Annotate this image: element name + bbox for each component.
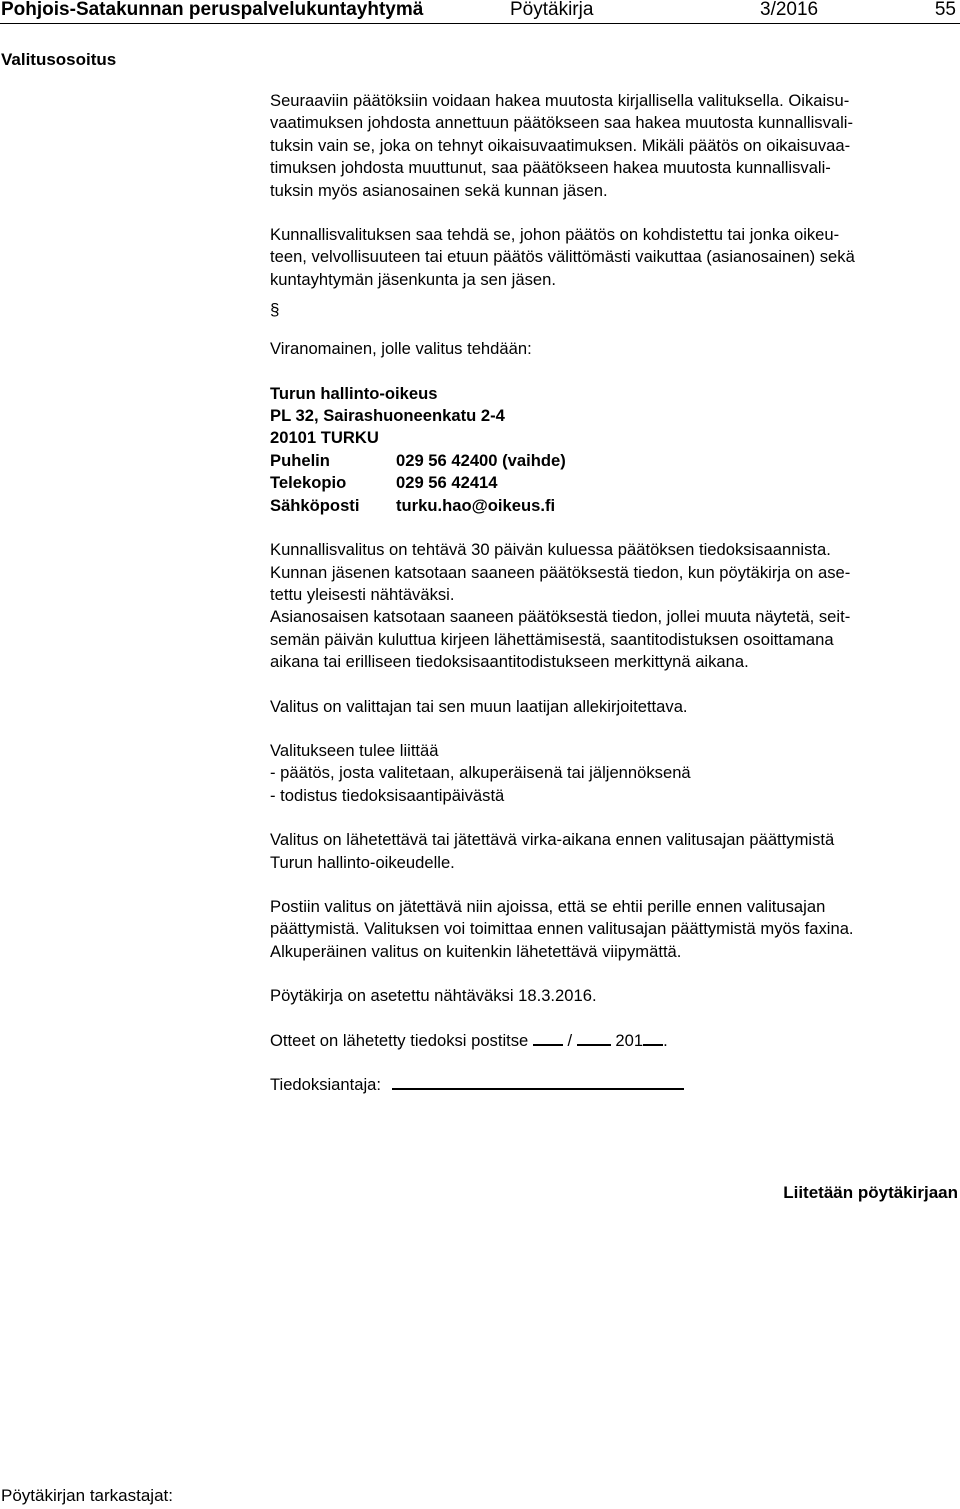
extracts-sent-line <box>270 1030 950 1052</box>
text-line: tuksin vain se, joka on tehnyt oikaisuvaatimuksen. Mikäli päätös on oikaisuvaa- <box>270 135 851 155</box>
signature-note: Valitus on valittajan tai sen muun laatijan allekirjoitettava. <box>270 696 688 716</box>
court-postal: 20101 TURKU <box>270 428 379 448</box>
footer-reviewers-label: Pöytäkirjan tarkastajat: <box>1 1486 173 1505</box>
phone-label: Puhelin <box>270 450 330 470</box>
paragraph-deadline <box>270 539 950 673</box>
meeting-number: 3/2016 <box>760 0 819 20</box>
section-sign: § <box>270 300 280 320</box>
notifier-line <box>270 1074 950 1096</box>
text-line: semän päivän kuluttua kirjeen lähettämisestä, saantitodistuksen osoittamana <box>270 629 834 649</box>
text-line: Turun hallinto-oikeudelle. <box>270 852 455 872</box>
text-line: teen, velvollisuuteen tai etuun päätös välittömästi vaikuttaa (asianosainen) sekä <box>270 247 855 267</box>
paragraph-delivery <box>270 829 950 874</box>
paragraph-appeal-right <box>270 90 950 202</box>
text-line: aikana tai erilliseen tiedoksisaantitodistukseen merkittynä aikana. <box>270 652 749 672</box>
posted-note: Pöytäkirja on asetettu nähtäväksi 18.3.2016. <box>270 986 597 1006</box>
text-line: päättymistä. Valituksen voi toimittaa ennen valitusajan päättymistä myös faxina. <box>270 919 854 939</box>
court-fax-row <box>270 472 950 494</box>
text-line: Asianosaisen katsotaan saaneen päätöksestä tiedon, jollei muuta näytetä, seit- <box>270 607 851 627</box>
paragraph-mail <box>270 896 950 963</box>
paragraph-who-may-appeal <box>270 224 950 291</box>
phone-value: 029 56 42400 (vaihde) <box>396 450 566 470</box>
text-line: tettu yleisesti nähtäväksi. <box>270 584 455 604</box>
month-blank[interactable] <box>577 1030 611 1046</box>
court-email-row <box>270 495 950 517</box>
notifier-signature-blank[interactable] <box>392 1074 684 1090</box>
fax-label: Telekopio <box>270 473 347 493</box>
notifier-label: Tiedoksiantaja: <box>270 1075 381 1094</box>
authority-intro: Viranomainen, jolle valitus tehdään: <box>270 339 532 359</box>
attachments-intro: Valitukseen tulee liittää <box>270 740 439 760</box>
page-number: 55 <box>934 0 956 20</box>
year-prefix: 201 <box>615 1030 644 1050</box>
text-line: tuksin myös asianosainen sekä kunnan jäsen. <box>270 180 608 200</box>
extracts-prefix: Otteet on lähetetty tiedoksi postitse <box>270 1030 529 1050</box>
organization-name: Pohjois-Satakunnan peruspalvelukuntayhtymä <box>1 0 424 20</box>
fax-value: 029 56 42414 <box>396 473 498 493</box>
text-line: Seuraaviin päätöksiin voidaan hakea muutosta kirjallisella valituksella. Oikaisu- <box>270 91 850 110</box>
text-line: Kunnallisvalituksen saa tehdä se, johon päätös on kohdistettu tai jonka oikeu- <box>270 225 840 245</box>
text-line: Valitus on lähetettävä tai jätettävä virka-aikana ennen valitusajan päättymistä <box>270 830 835 850</box>
date-slash: / <box>567 1030 573 1050</box>
court-name: Turun hallinto-oikeus <box>270 383 438 403</box>
header-divider <box>0 23 960 24</box>
document-type: Pöytäkirja <box>510 0 594 20</box>
text-line: Kunnan jäsenen katsotaan saaneen päätöksestä tiedon, kun pöytäkirja on ase- <box>270 562 851 582</box>
year-blank[interactable] <box>643 1030 663 1046</box>
day-blank[interactable] <box>533 1030 563 1046</box>
text-line: timuksen johdosta muuttunut, saa päätökseen hakea muutosta kunnallisvali- <box>270 158 831 178</box>
page-header <box>0 0 960 24</box>
text-line: Alkuperäinen valitus on kuitenkin lähetettävä viipymättä. <box>270 941 682 961</box>
attachment-item: - päätös, josta valitetaan, alkuperäisenä tai jäljennöksenä <box>270 763 691 783</box>
attachments-list <box>270 740 950 807</box>
court-phone-row <box>270 450 950 472</box>
email-value: turku.hao@oikeus.fi <box>396 495 556 515</box>
email-label: Sähköposti <box>270 495 360 515</box>
text-line: Postiin valitus on jätettävä niin ajoissa, että se ehtii perille ennen valitusajan <box>270 896 826 916</box>
court-contact-block <box>270 383 950 517</box>
court-address: PL 32, Sairashuoneenkatu 2-4 <box>270 406 505 426</box>
text-line: vaatimuksen johdosta annettuun päätökseen saa hakea muutosta kunnallisvali- <box>270 113 854 133</box>
text-line: Kunnallisvalitus on tehtävä 30 päivän kuluessa päätöksen tiedoksisaannista. <box>270 540 831 560</box>
attachment-item: - todistus tiedoksisaantipäivästä <box>270 785 505 805</box>
sentence-end: . <box>663 1030 668 1050</box>
section-title: Valitusosoitus <box>1 50 117 69</box>
text-line: kuntayhtymän jäsenkunta ja sen jäsen. <box>270 269 556 289</box>
attach-to-minutes-note: Liitetään pöytäkirjaan <box>783 1183 958 1202</box>
document-body <box>270 90 950 1096</box>
